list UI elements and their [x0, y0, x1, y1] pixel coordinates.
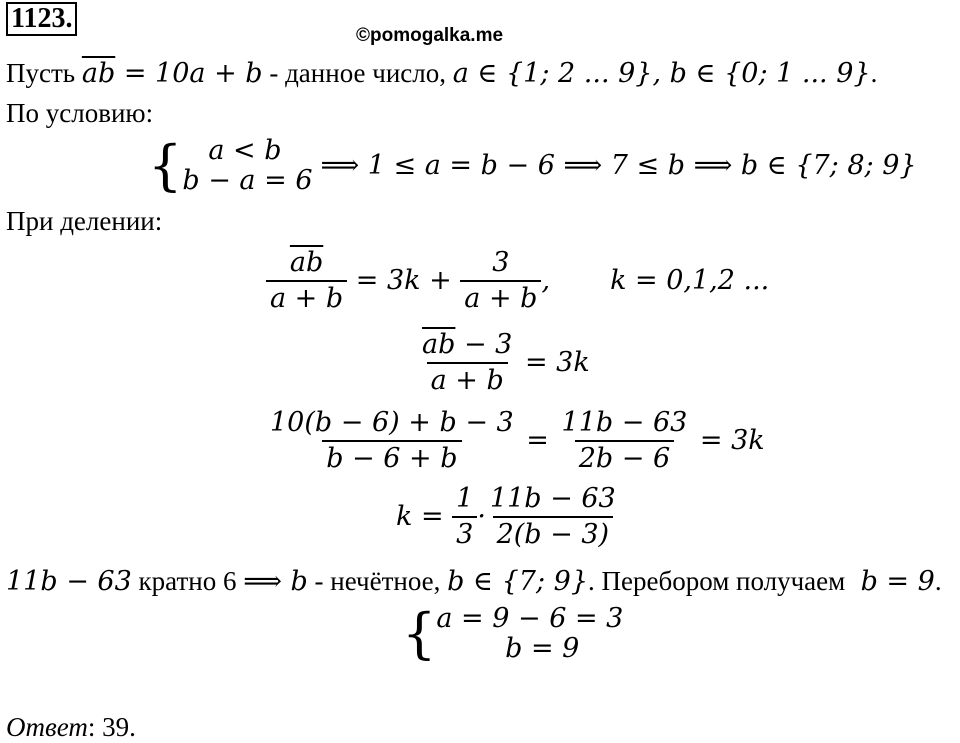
fraction-3-over-sum: $\frac{3}{a + b}$	[460, 248, 541, 314]
system-1	[148, 136, 917, 196]
left-brace-icon: {	[402, 602, 437, 665]
division-label: При делении:	[6, 206, 163, 236]
equation-1-comma: ,	[541, 265, 551, 296]
fraction-simplified: $\frac{11b - 63}{2b - 6}$	[561, 407, 688, 474]
fraction-k-formula: $\frac{11b - 63}{2(b - 3)}$	[489, 483, 616, 550]
system-1-chain: ⟹ 1 ≤ a = b − 6 ⟹ 7 ≤ b ⟹ b ∈ {7; 8; 9}	[320, 150, 917, 181]
conclusion-line: 11b − 63 кратно 6 ⟹ b - нечётное, b ∈ {7; 9}. Перебором получаем b = 9.	[6, 566, 942, 597]
intro-word: Пусть	[6, 58, 82, 88]
equation-4: k = $\frac{1}{3}$ · $\frac{11b - 63}{2(b - 3)}$	[396, 484, 620, 550]
left-brace-icon: {	[148, 134, 183, 197]
equation-3: $\frac{10(b - 6) + b - 3}{b - 6 + b}$ = $\frac{11b - 63}{2b - 6}$ = 3k	[266, 408, 765, 474]
answer-value: : 39.	[87, 712, 136, 742]
fraction-expanded: $\frac{10(b - 6) + b - 3}{b - 6 + b}$	[270, 407, 514, 474]
system-2-row-2: b = 9	[505, 633, 580, 664]
equation-1-mid: = 3k +	[347, 265, 461, 296]
fraction-ab-minus-3: $\frac{\overline{ab} - 3}{a + b}$	[422, 329, 513, 396]
fraction-ab-over-sum: $\frac{\overline{ab}}{a + b}$	[266, 248, 347, 314]
equation-1	[266, 248, 769, 314]
equation-2	[418, 330, 590, 396]
equation-3-rhs: = 3k	[691, 425, 765, 456]
system-2	[402, 604, 623, 664]
intro-line	[6, 58, 877, 89]
system-1-row-2: b − a = 6	[182, 165, 313, 196]
watermark: ©pomogalka.me	[356, 25, 504, 46]
intro-dot: .	[870, 58, 878, 88]
answer-label: Ответ	[6, 712, 88, 742]
system-2-row-1: a = 9 − 6 = 3	[436, 603, 624, 634]
fraction-one-third: $\frac{1}{3}$	[452, 484, 477, 550]
intro-formula: = 10a + b	[115, 58, 263, 89]
system-1-row-1: a < b	[208, 135, 282, 166]
problem-number: 1123.	[6, 2, 77, 36]
k-range: k = 0,1,2 ...	[610, 265, 770, 296]
intro-desc: - данное число,	[262, 58, 453, 88]
intro-sets: a ∈ {1; 2 ... 9}, b ∈ {0; 1 ... 9}	[452, 58, 871, 89]
condition-label: По условию:	[6, 98, 154, 128]
equation-2-rhs: = 3k	[516, 347, 590, 378]
answer-line	[6, 712, 136, 742]
intro-number-ab: $\overline{ab}$	[81, 58, 116, 89]
